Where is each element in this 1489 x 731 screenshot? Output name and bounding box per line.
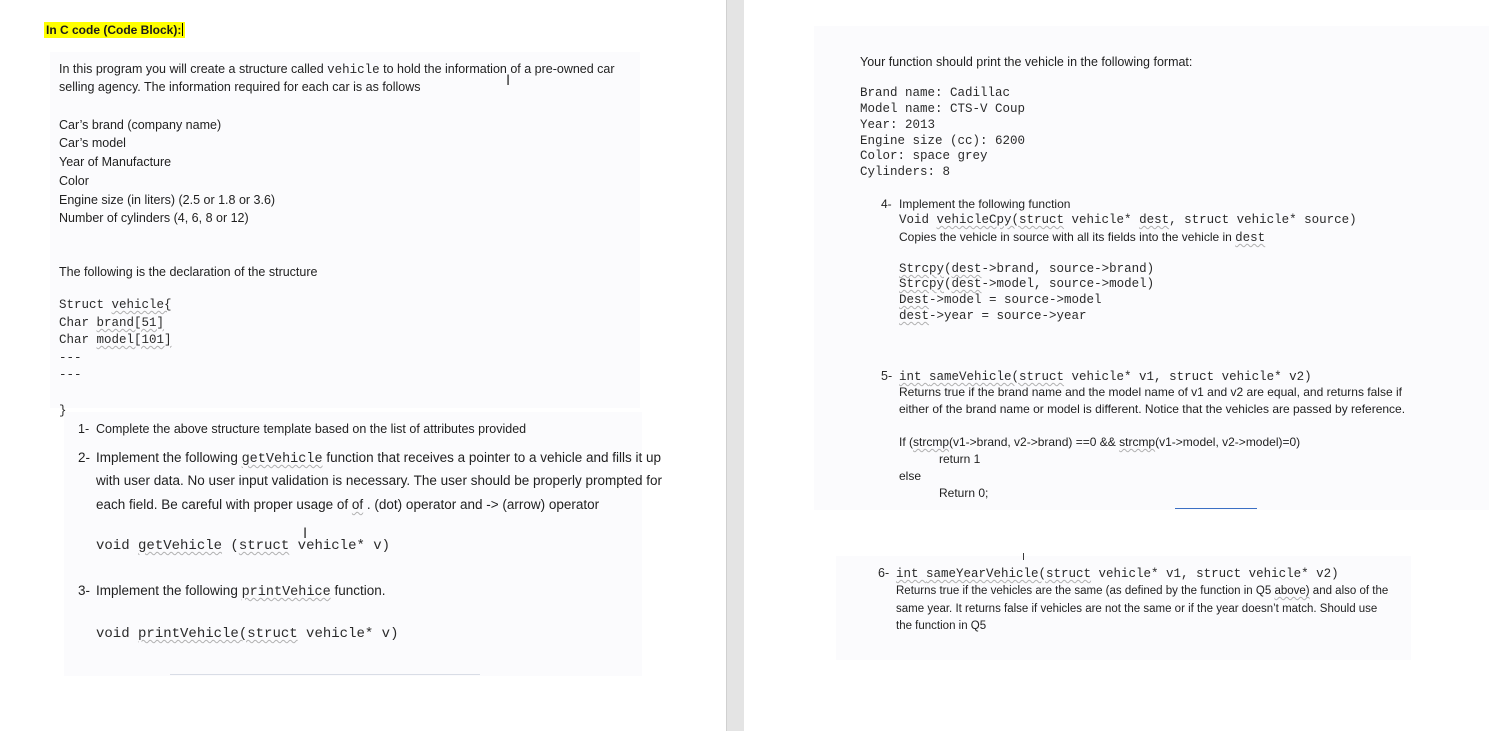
attribute-item: Car’s brand (company name)	[59, 118, 222, 132]
link-underline	[1175, 508, 1257, 509]
struct-line: Char model[101]	[59, 333, 172, 347]
sample-output-line: Year: 2013	[860, 118, 936, 132]
task-4-description: Copies the vehicle in source with all its fields into the vehicle in dest	[899, 230, 1266, 245]
task-4-code-line: dest->year = source->year	[899, 309, 1087, 323]
print-intro: Your function should print the vehicle in the following format:	[860, 55, 1193, 69]
task-2-line-1: 2- Implement the following getVehicle function that receives a pointer to a vehicle and fills it up	[78, 450, 662, 467]
sample-output-line: Cylinders: 8	[860, 165, 951, 179]
task-5-description: either of the brand name or model is different. Notice that the vehicles are passed by reference.	[899, 402, 1406, 416]
struct-closing-brace: }	[59, 404, 67, 418]
task-6-description: the function in Q5	[896, 620, 987, 632]
task-2-line-3: each field. Be careful with proper usage of of . (dot) operator and -> (arrow) operator	[96, 497, 600, 512]
task-6-description: same year. It returns false if vehicles are not the same or if the year doesn’t match. Should use	[896, 603, 1378, 615]
sample-output-line: Model name: CTS-V Coup	[860, 102, 1026, 116]
task-2-line-2: with user data. No user input validation is necessary. The user should be properly prompted for	[96, 473, 663, 488]
getvehicle-signature: void getVehicle (struct vehicle* v)	[96, 538, 391, 554]
task-6-description: Returns true if the vehicles are the same (as defined by the function in Q5 above) and also of the	[896, 585, 1389, 597]
ibeam-cursor-icon: I	[506, 73, 511, 89]
ibeam-cursor-icon: I	[303, 526, 308, 542]
task-6-signature: 6- int sameYearVehicle(struct vehicle* v1, struct vehicle* v2)	[878, 566, 1339, 581]
task-5-if-line: If (strcmp(v1->brand, v2->brand) ==0 && strcmp(v1->model, v2->model)=0)	[899, 435, 1301, 449]
struct-ellipsis: ---	[59, 351, 82, 365]
task-4-code-line: Dest->model = source->model	[899, 293, 1102, 307]
text-cursor	[182, 23, 183, 36]
ibeam-cursor-icon: I	[1022, 552, 1025, 563]
image-bottom-rule	[170, 674, 480, 675]
highlighted-heading: In C code (Code Block):	[44, 22, 185, 38]
task-4-code-line: Strcpy(dest->brand, source->brand)	[899, 262, 1155, 276]
declaration-intro: The following is the declaration of the structure	[59, 265, 318, 279]
task-5-else: else	[899, 469, 922, 483]
struct-line: Char brand[51]	[59, 316, 165, 330]
intro-line-2: selling agency. The information required for each car is as follows	[59, 80, 421, 94]
task-5-description: Returns true if the brand name and the model name of v1 and v2 are equal, and returns false if	[899, 385, 1402, 399]
embedded-image-intro	[50, 52, 640, 408]
printvehicle-signature: void printVehicle(struct vehicle* v)	[96, 626, 399, 642]
task-5-return-0: Return 0;	[939, 486, 989, 500]
struct-line: Struct vehicle{	[59, 298, 172, 312]
attribute-item: Car’s model	[59, 136, 126, 150]
page-gutter	[726, 0, 746, 731]
task-1: 1- Complete the above structure template based on the list of attributes provided	[78, 422, 527, 436]
sample-output-line: Engine size (cc): 6200	[860, 134, 1026, 148]
sample-output-line: Color: space grey	[860, 149, 988, 163]
document-page-right[interactable]	[744, 0, 1489, 731]
attribute-item: Color	[59, 174, 89, 188]
task-5-return-1: return 1	[939, 452, 981, 466]
sample-output-line: Brand name: Cadillac	[860, 86, 1011, 100]
attribute-item: Year of Manufacture	[59, 155, 172, 169]
struct-ellipsis: ---	[59, 368, 82, 382]
task-3: 3- Implement the following printVehice function.	[78, 583, 386, 600]
intro-line-1: In this program you will create a structure called vehicle to hold the information of a pre-owned car	[59, 62, 615, 77]
attribute-item: Number of cylinders (4, 6, 8 or 12)	[59, 211, 249, 225]
document-page-left[interactable]	[0, 0, 726, 731]
attribute-item: Engine size (in liters) (2.5 or 1.8 or 3.6)	[59, 193, 276, 207]
task-5-signature: 5- int sameVehicle(struct vehicle* v1, struct vehicle* v2)	[881, 369, 1312, 384]
task-4-signature: Void vehicleCpy(struct vehicle* dest, struct vehicle* source)	[899, 213, 1357, 227]
task-4-title: 4- Implement the following function	[881, 197, 1071, 211]
task-4-code-line: Strcpy(dest->model, source->model)	[899, 277, 1155, 291]
